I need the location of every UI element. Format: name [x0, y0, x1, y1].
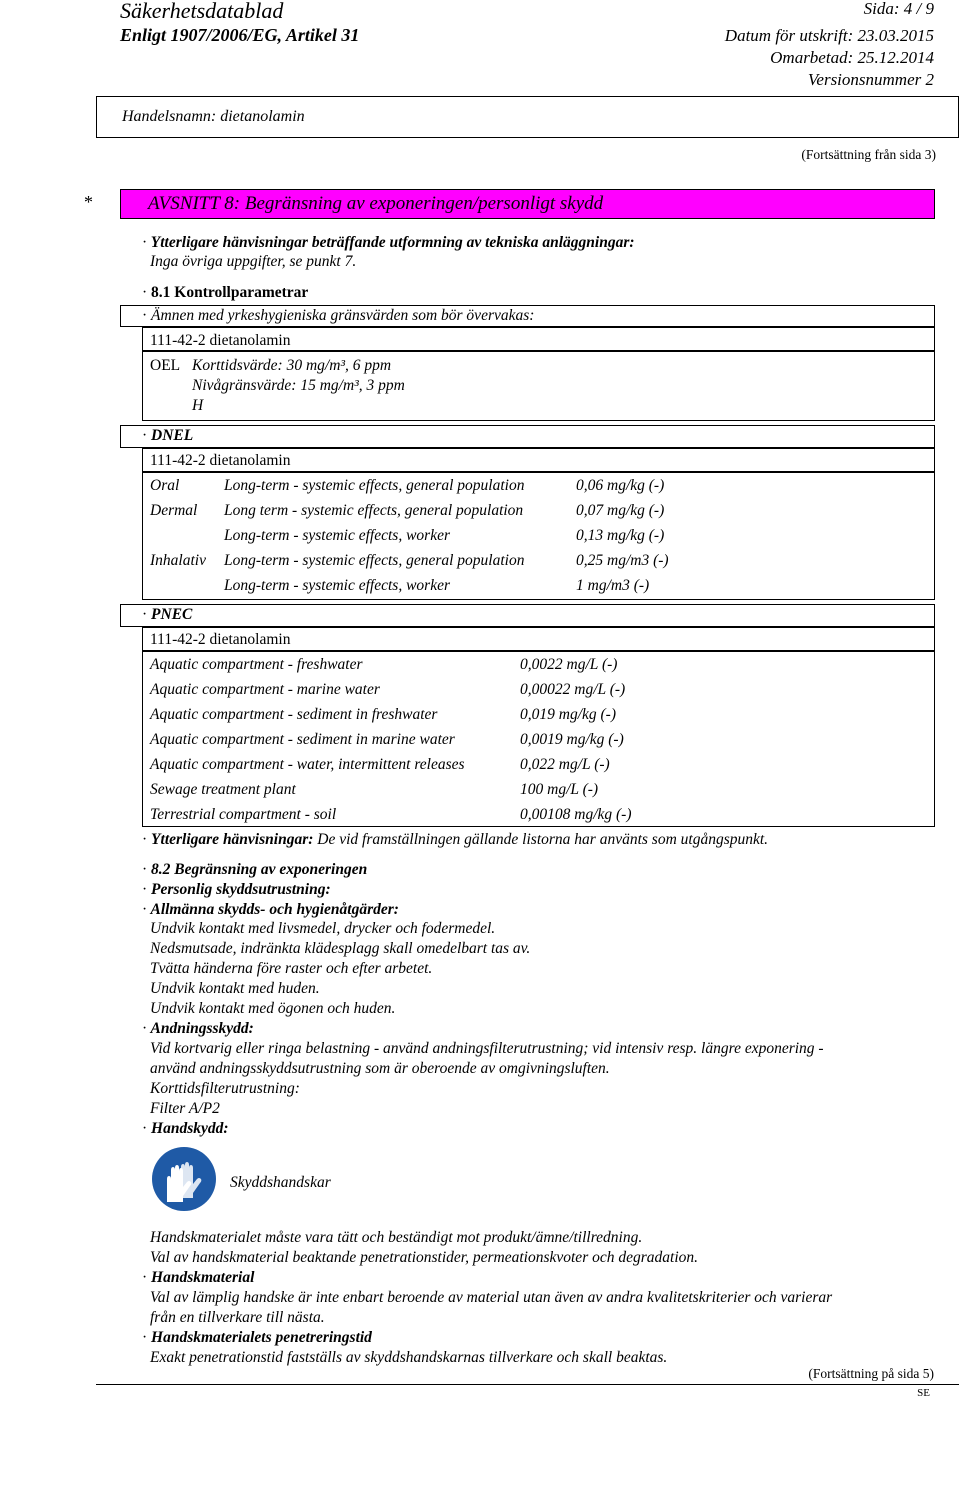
pnec-substance: 111-42-2 dietanolamin: [150, 631, 291, 648]
dnel-value: 1 mg/m3 (-): [576, 577, 650, 594]
dnel-desc: Long-term - systemic effects, general population: [224, 552, 525, 569]
respiratory-label: [142, 1021, 254, 1037]
bullet: ·: [142, 1120, 148, 1137]
hygiene-line: Tvätta händerna före raster och efter arbetet.: [150, 960, 433, 977]
pnec-desc: Aquatic compartment - marine water: [150, 681, 380, 698]
pnec-value: 0,022 mg/L (-): [520, 756, 610, 773]
footer-line: [96, 1384, 959, 1385]
revision-date: Omarbetad: 25.12.2014: [770, 48, 934, 67]
bullet: ·: [142, 861, 148, 878]
oel-line: Korttidsvärde: 30 mg/m³, 6 ppm: [192, 357, 392, 374]
bullet: ·: [142, 831, 148, 848]
oel-line: Nivågränsvärde: 15 mg/m³, 3 ppm: [192, 377, 405, 394]
pnec-value: 0,0022 mg/L (-): [520, 656, 618, 673]
respiratory-line: använd andningsskyddsutrustning som är oberoende av omgivningsluften.: [150, 1060, 610, 1077]
exposure-label: [142, 862, 367, 878]
dnel-desc: Long term - systemic effects, general population: [224, 502, 524, 519]
oel-type: OEL: [150, 357, 181, 374]
document-title: Säkerhetsdatablad: [120, 0, 284, 23]
dnel-desc: Long-term - systemic effects, worker: [224, 577, 450, 594]
pnec-desc: Terrestrial compartment - soil: [150, 806, 337, 823]
bullet: ·: [142, 881, 148, 898]
dnel-label-frame: [120, 425, 935, 448]
respiratory-line: Korttidsfilterutrustning:: [150, 1080, 300, 1097]
respiratory-label-text: Andningsskydd:: [150, 1020, 254, 1037]
bullet: ·: [142, 1020, 148, 1037]
bullet: ·: [142, 606, 148, 623]
trade-name: Handelsnamn: dietanolamin: [122, 108, 305, 125]
dnel-route: Dermal: [150, 502, 198, 519]
hygiene-line: Undvik kontakt med ögonen och huden.: [150, 1000, 396, 1017]
exposure-label-text: 8.2 Begränsning av exponeringen: [151, 861, 368, 878]
respiratory-line: Filter A/P2: [150, 1100, 220, 1117]
hygiene-label-text: Allmänna skydds- och hygienåtgärder:: [150, 901, 399, 918]
pnec-value: 0,019 mg/kg (-): [520, 706, 616, 723]
pnec-value: 0,00022 mg/L (-): [520, 681, 626, 698]
material-label-text: Handskmaterial: [151, 1269, 255, 1286]
dnel-desc: Long-term - systemic effects, worker: [224, 527, 450, 544]
bullet: ·: [142, 284, 148, 301]
hand-label: [142, 1121, 229, 1137]
oel-line: H: [192, 397, 204, 414]
dnel-desc: Long-term - systemic effects, general population: [224, 477, 525, 494]
penetration-label: [142, 1330, 372, 1346]
pnec-desc: Aquatic compartment - freshwater: [150, 656, 363, 673]
pnec-label-frame: [120, 604, 935, 627]
control-params-text: 8.1 Kontrollparametrar: [151, 284, 309, 301]
continued-from: (Fortsättning från sida 3): [801, 147, 936, 162]
control-params-label: [142, 285, 308, 301]
penetration-label-text: Handskmaterialets penetreringstid: [151, 1329, 372, 1346]
hand-line: Handskmaterialet måste vara tätt och beständigt mot produkt/ämne/tillredning.: [150, 1229, 643, 1246]
bullet: ·: [142, 307, 148, 324]
dnel-value: 0,07 mg/kg (-): [576, 502, 665, 519]
dnel-substance: 111-42-2 dietanolamin: [150, 452, 291, 469]
further-refs: [142, 832, 768, 848]
dnel-label: [142, 428, 193, 444]
bullet: ·: [142, 1269, 148, 1286]
penetration-text: Exakt penetrationstid fastställs av skyddshandskarnas tillverkare och skall beaktas.: [150, 1349, 668, 1366]
material-label: [142, 1270, 254, 1286]
hand-line: Val av handskmaterial beaktande penetrationstider, permeationskvoter och degradation.: [150, 1249, 699, 1266]
print-date: Datum för utskrift: 23.03.2015: [724, 26, 934, 45]
page-number: Sida: 4 / 9: [863, 0, 934, 18]
material-line: Val av lämplig handske är inte enbart beroende av material utan även av andra kvalitetskriterier och varierar: [150, 1289, 833, 1306]
substances-label-text: Ämnen med yrkeshygieniska gränsvärden som bör övervakas:: [151, 307, 535, 324]
dnel-value: 0,25 mg/m3 (-): [576, 552, 669, 569]
bullet: ·: [142, 427, 148, 444]
pnec-value: 100 mg/L (-): [520, 781, 599, 798]
bullet: ·: [142, 901, 148, 918]
version-number: Versionsnummer 2: [807, 70, 934, 89]
section-title: AVSNITT 8: Begränsning av exponeringen/personligt skydd: [148, 193, 604, 214]
hygiene-line: Undvik kontakt med huden.: [150, 980, 320, 997]
dnel-value: 0,13 mg/kg (-): [576, 527, 665, 544]
pnec-value: 0,0019 mg/kg (-): [520, 731, 624, 748]
hygiene-line: Nedsmutsade, indränkta klädesplagg skall omedelbart tas av.: [150, 940, 531, 957]
hand-label-text: Handskydd:: [151, 1120, 229, 1137]
material-line: från en tillverkare till nästa.: [150, 1309, 325, 1326]
pnec-desc: Aquatic compartment - water, intermittent releases: [150, 756, 465, 773]
pnec-label-text: PNEC: [151, 606, 193, 623]
pnec-desc: Aquatic compartment - sediment in freshwater: [150, 706, 438, 723]
bullet: ·: [142, 1329, 148, 1346]
country-code: SE: [917, 1387, 930, 1399]
tech-refs-text: Inga övriga uppgifter, se punkt 7.: [150, 253, 357, 270]
oel-substance: 111-42-2 dietanolamin: [150, 332, 291, 349]
bullet: ·: [142, 234, 148, 251]
glove-icon: [151, 1146, 217, 1212]
dnel-route: Oral: [150, 477, 180, 494]
pnec-value: 0,00108 mg/kg (-): [520, 806, 632, 823]
pnec-label: [142, 607, 192, 623]
ppe-label: [142, 882, 331, 898]
substances-label: [142, 308, 534, 324]
dnel-label-text: DNEL: [151, 427, 194, 444]
change-marker: *: [84, 192, 93, 212]
dnel-value: 0,06 mg/kg (-): [576, 477, 665, 494]
regulation: Enligt 1907/2006/EG, Artikel 31: [120, 25, 360, 45]
pnec-desc: Aquatic compartment - sediment in marine water: [150, 731, 455, 748]
glove-icon-caption: Skyddshandskar: [230, 1174, 331, 1191]
further-refs-text: De vid framställningen gällande listorna har använts som utgångspunkt.: [317, 831, 769, 848]
hygiene-line: Undvik kontakt med livsmedel, drycker och fodermedel.: [150, 920, 496, 937]
further-refs-label: Ytterligare hänvisningar:: [151, 831, 314, 848]
hygiene-label: [142, 902, 399, 918]
respiratory-line: Vid kortvarig eller ringa belastning - använd andningsfilterutrustning; vid intensiv resp. längre exponering -: [150, 1040, 824, 1057]
dnel-route: Inhalativ: [150, 552, 206, 569]
continued-on: (Fortsättning på sida 5): [808, 1366, 934, 1381]
pnec-desc: Sewage treatment plant: [150, 781, 296, 798]
ppe-label-text: Personlig skyddsutrustning:: [151, 881, 331, 898]
tech-refs-label-text: Ytterligare hänvisningar beträffande utformning av tekniska anläggningar:: [150, 234, 635, 251]
tech-refs-label: [142, 235, 635, 251]
